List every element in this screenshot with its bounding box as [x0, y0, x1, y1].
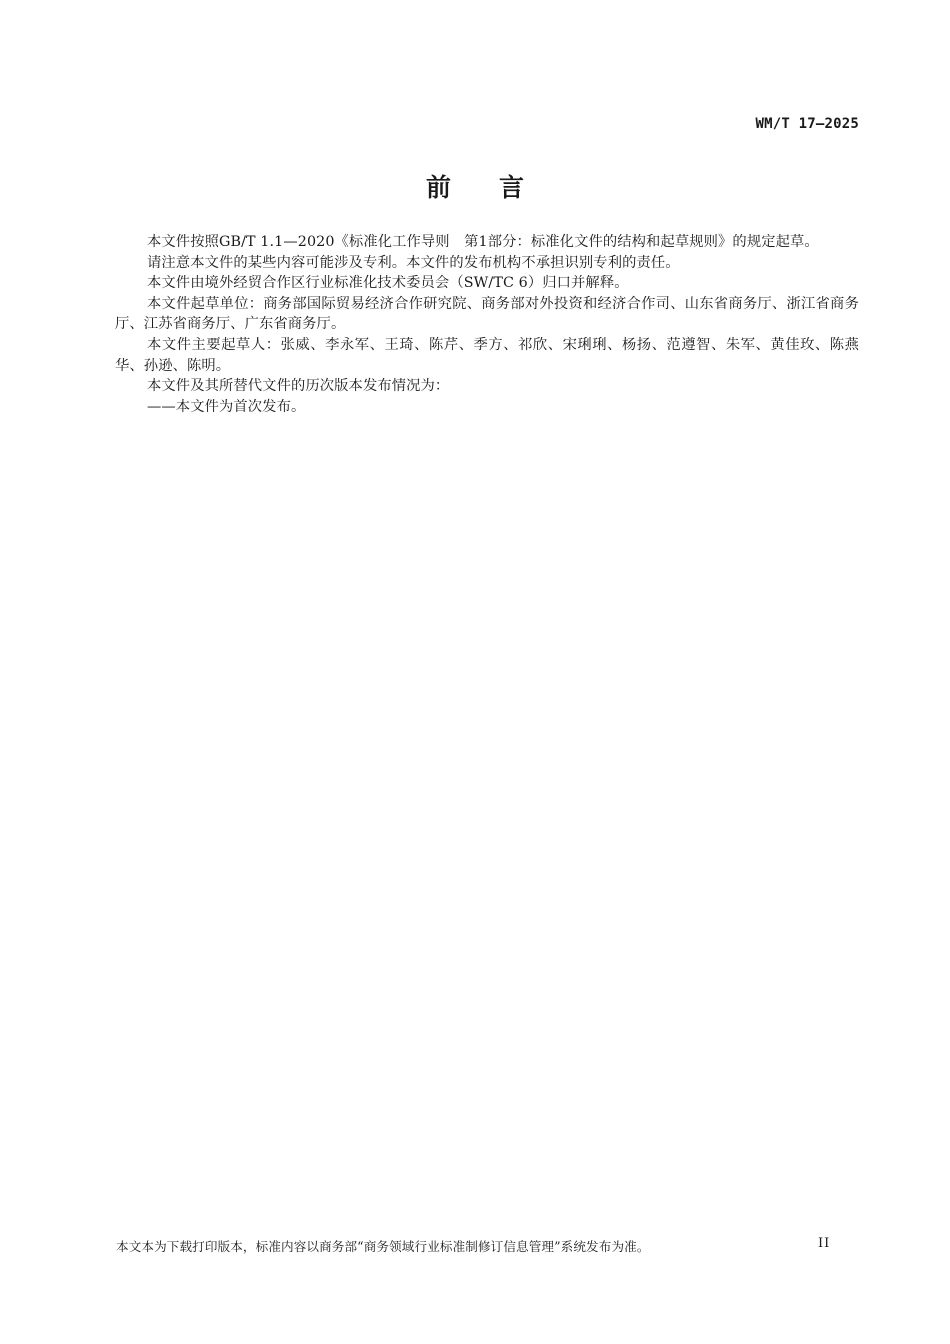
paragraph-drafters: 本文件主要起草人：张威、李永军、王琦、陈芹、季方、祁欣、宋琍琍、杨扬、范遵智、朱军、黄佳玫、陈燕华、孙逊、陈明。: [115, 336, 859, 374]
footer-note: 本文本为下载打印版本，标准内容以商务部“商务领域行业标准制修订信息管理”系统发布为准。: [116, 1239, 650, 1254]
paragraph-version-history: 本文件及其所替代文件的历次版本发布情况为：: [147, 378, 450, 395]
paragraph-first-release: ——本文件为首次发布。: [147, 398, 306, 415]
page-number: II: [818, 1236, 831, 1251]
paragraph-drafting-units: 本文件起草单位：商务部国际贸易经济合作研究院、商务部对外投资和经济合作司、山东省商务厅、浙江省商务厅、江苏省商务厅、广东省商务厅。: [115, 295, 859, 333]
paragraph-committee: 本文件由境外经贸合作区行业标准化技术委员会（SW/TC 6）归口并解释。: [147, 275, 629, 292]
document-code: WM/T 17—2025: [755, 116, 859, 132]
paragraph-drafting-rules: 本文件按照GB/T 1.1—2020《标准化工作导则 第1部分：标准化文件的结构和起草规则》的规定起草。: [147, 234, 819, 250]
paragraph-patent-notice: 请注意本文件的某些内容可能涉及专利。本文件的发布机构不承担识别专利的责任。: [147, 254, 680, 271]
page-title: 前言: [425, 173, 572, 202]
foreword-body: [115, 232, 859, 417]
